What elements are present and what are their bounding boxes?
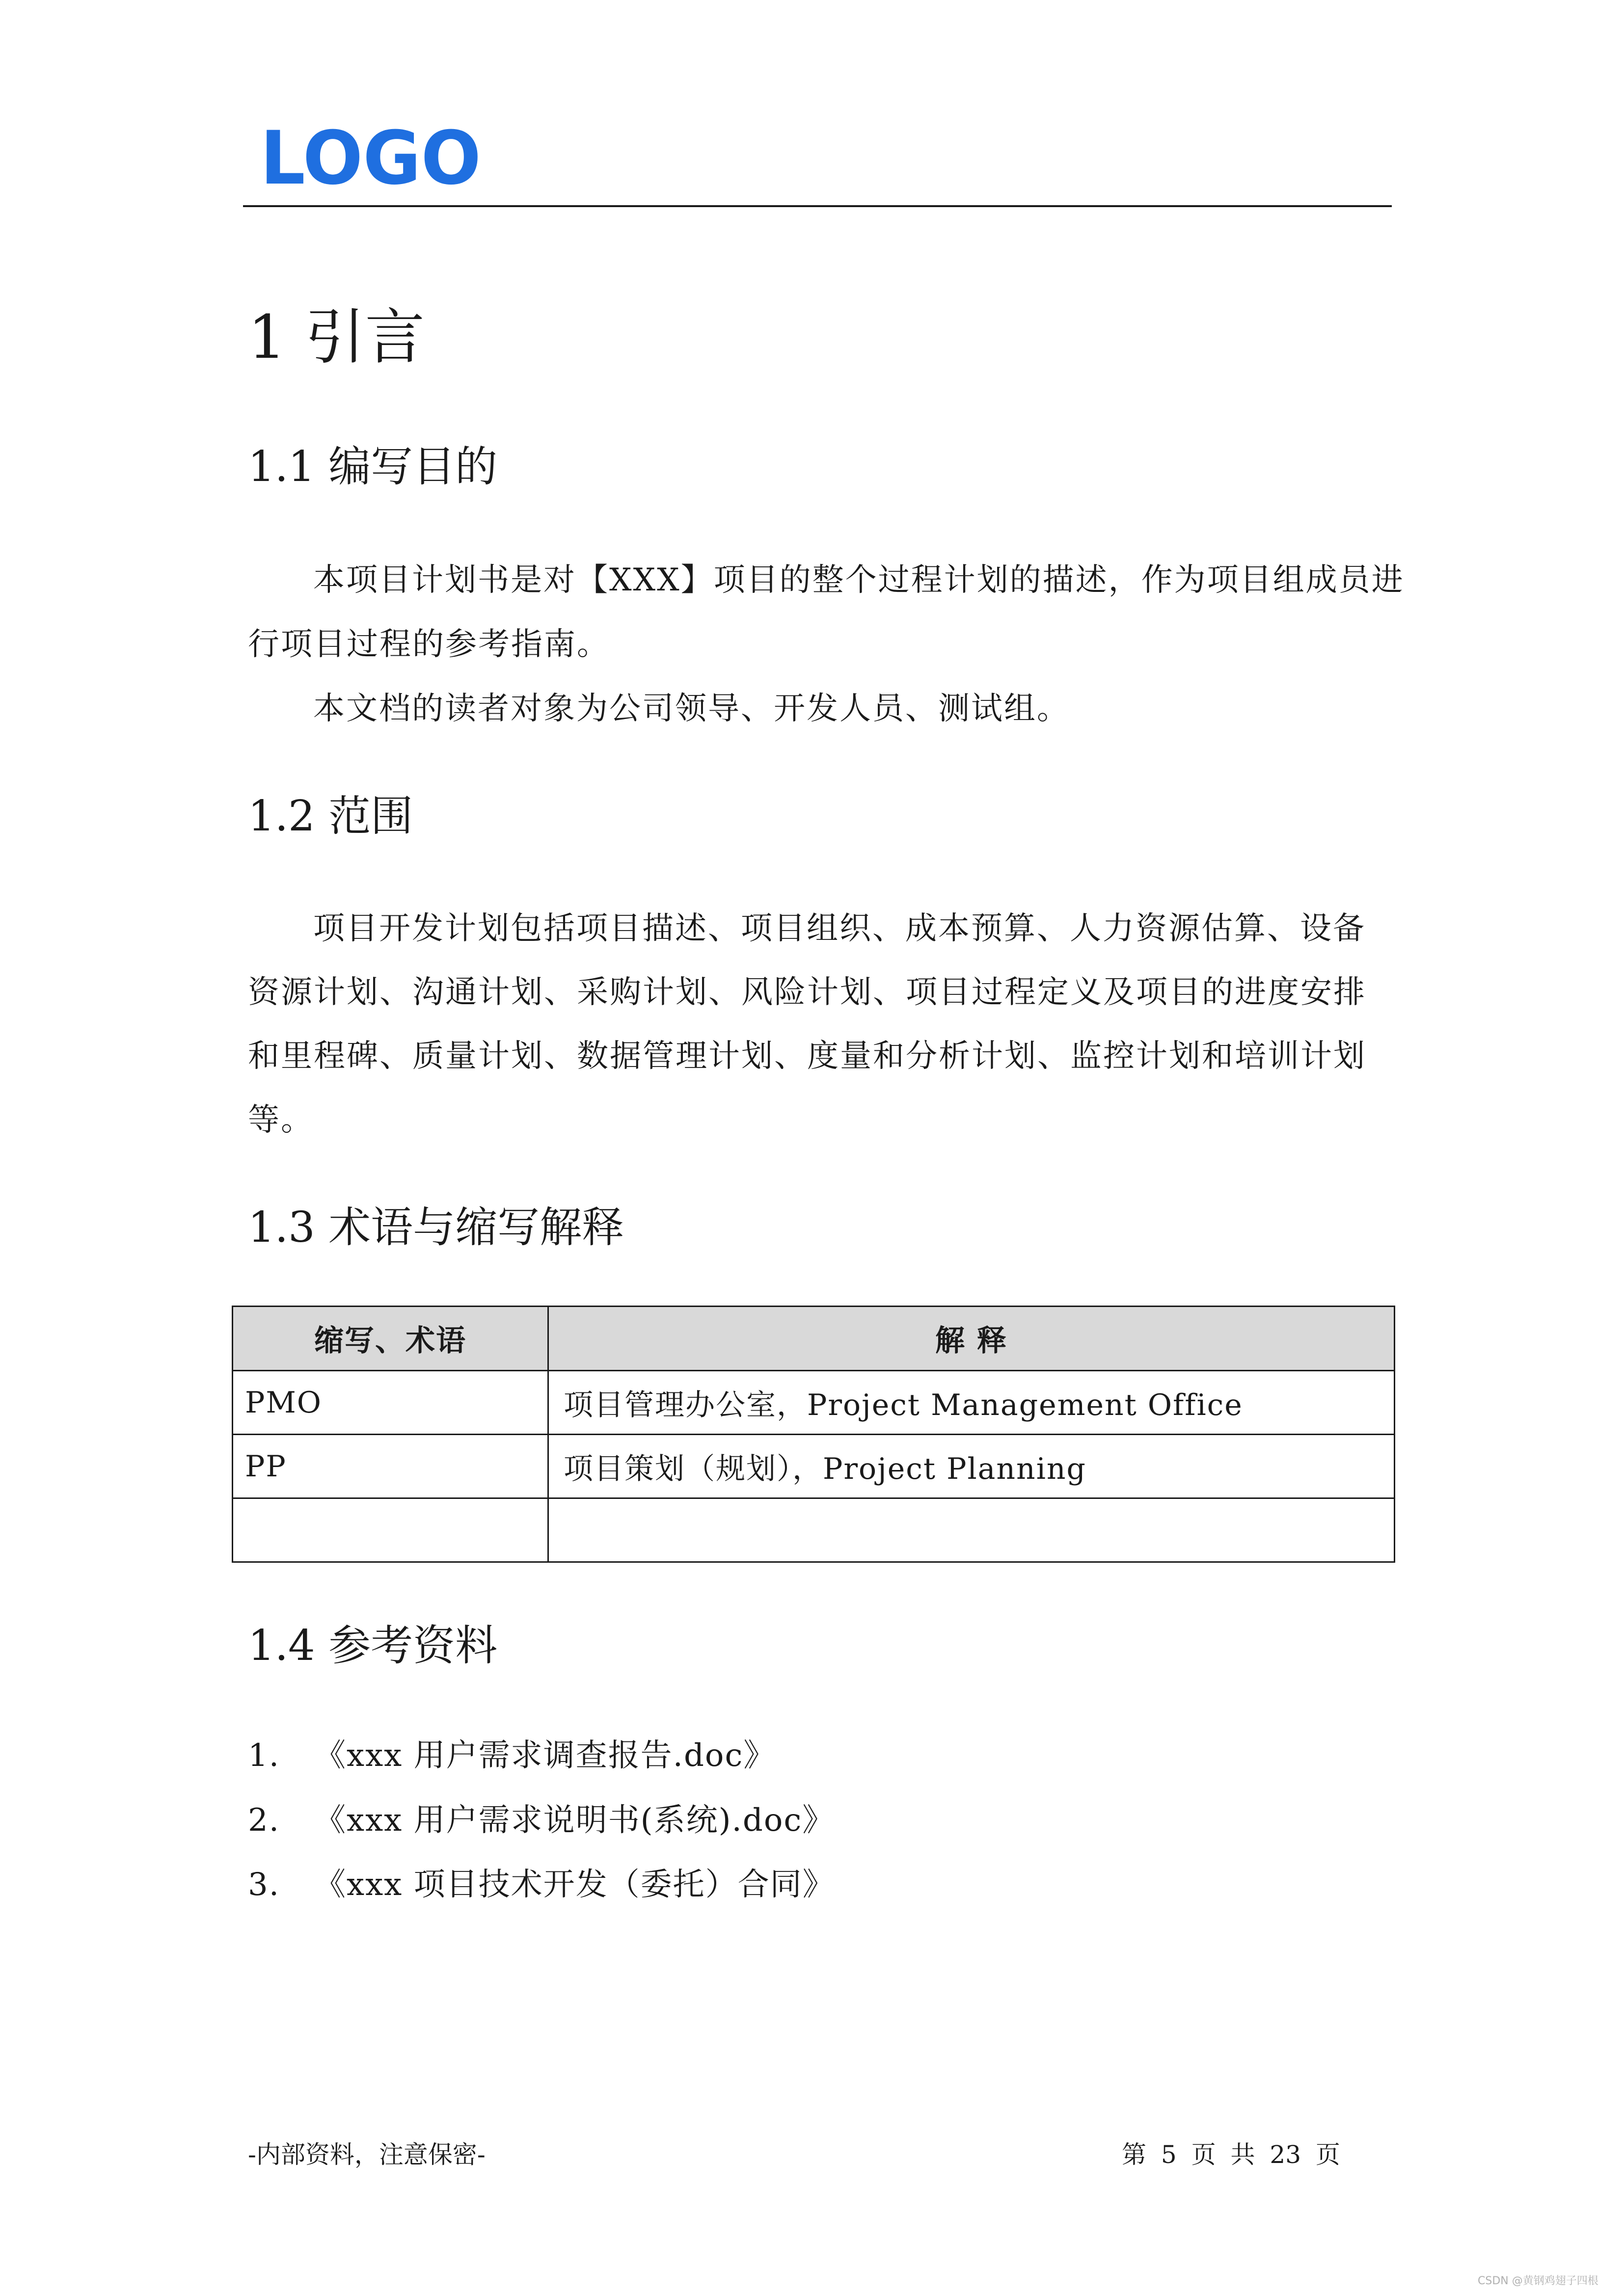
scope-paragraph-line: 和里程碑、质量计划、数据管理计划、度量和分析计划、监控计划和培训计划 [248, 1038, 1366, 1074]
column-header-term: 缩写、术语 [233, 1307, 548, 1371]
purpose-paragraph-line: 本文档的读者对象为公司领导、开发人员、测试组。 [313, 691, 1070, 727]
heading-references: 1.4 参考资料 [248, 1621, 498, 1670]
table-header-row [233, 1307, 1395, 1371]
term-cell: PMO [233, 1371, 548, 1435]
scope-paragraph-line: 资源计划、沟通计划、采购计划、风险计划、项目过程定义及项目的进度安排 [248, 974, 1366, 1011]
reference-number: 2. [248, 1802, 280, 1839]
terms-table [232, 1306, 1395, 1563]
term-cell [233, 1498, 548, 1562]
reference-number: 3. [248, 1867, 280, 1903]
term-cell: PP [233, 1435, 548, 1498]
footer-confidential: -内部资料，注意保密- [248, 2140, 486, 2169]
heading-terms: 1.3 术语与缩写解释 [248, 1203, 624, 1252]
table-row [233, 1498, 1395, 1562]
company-logo [260, 129, 481, 190]
table-row [233, 1435, 1395, 1498]
column-header-explanation: 解 释 [548, 1307, 1395, 1371]
header-divider [243, 205, 1392, 207]
section-title: 1 引言 [248, 302, 425, 372]
reference-item [248, 1737, 776, 1774]
explanation-cell: 项目策划（规划），Project Planning [548, 1435, 1395, 1498]
explanation-cell: 项目管理办公室，Project Management Office [548, 1371, 1395, 1435]
purpose-paragraph-line: 本项目计划书是对【XXX】项目的整个过程计划的描述，作为项目组成员进 [313, 562, 1405, 598]
logo-text: LOGO [260, 129, 481, 190]
heading-scope: 1.2 范围 [248, 792, 413, 841]
reference-text: 《xxx 项目技术开发（委托）合同》 [314, 1867, 835, 1903]
table-row [233, 1371, 1395, 1435]
reference-text: 《xxx 用户需求说明书(系统).doc》 [314, 1802, 835, 1839]
scope-paragraph-line: 项目开发计划包括项目描述、项目组织、成本预算、人力资源估算、设备 [313, 910, 1366, 947]
reference-item [248, 1867, 835, 1903]
reference-item [248, 1802, 835, 1839]
heading-purpose: 1.1 编写目的 [248, 442, 498, 491]
reference-text: 《xxx 用户需求调查报告.doc》 [314, 1737, 776, 1774]
footer-page-number: 第 5 页 共 23 页 [1122, 2140, 1340, 2169]
reference-number: 1. [248, 1737, 280, 1774]
scope-paragraph-line: 等。 [248, 1102, 314, 1138]
purpose-paragraph-line: 行项目过程的参考指南。 [248, 626, 610, 663]
watermark: CSDN @黄钢鸡翅子四根 [1478, 2275, 1598, 2287]
explanation-cell [548, 1498, 1395, 1562]
